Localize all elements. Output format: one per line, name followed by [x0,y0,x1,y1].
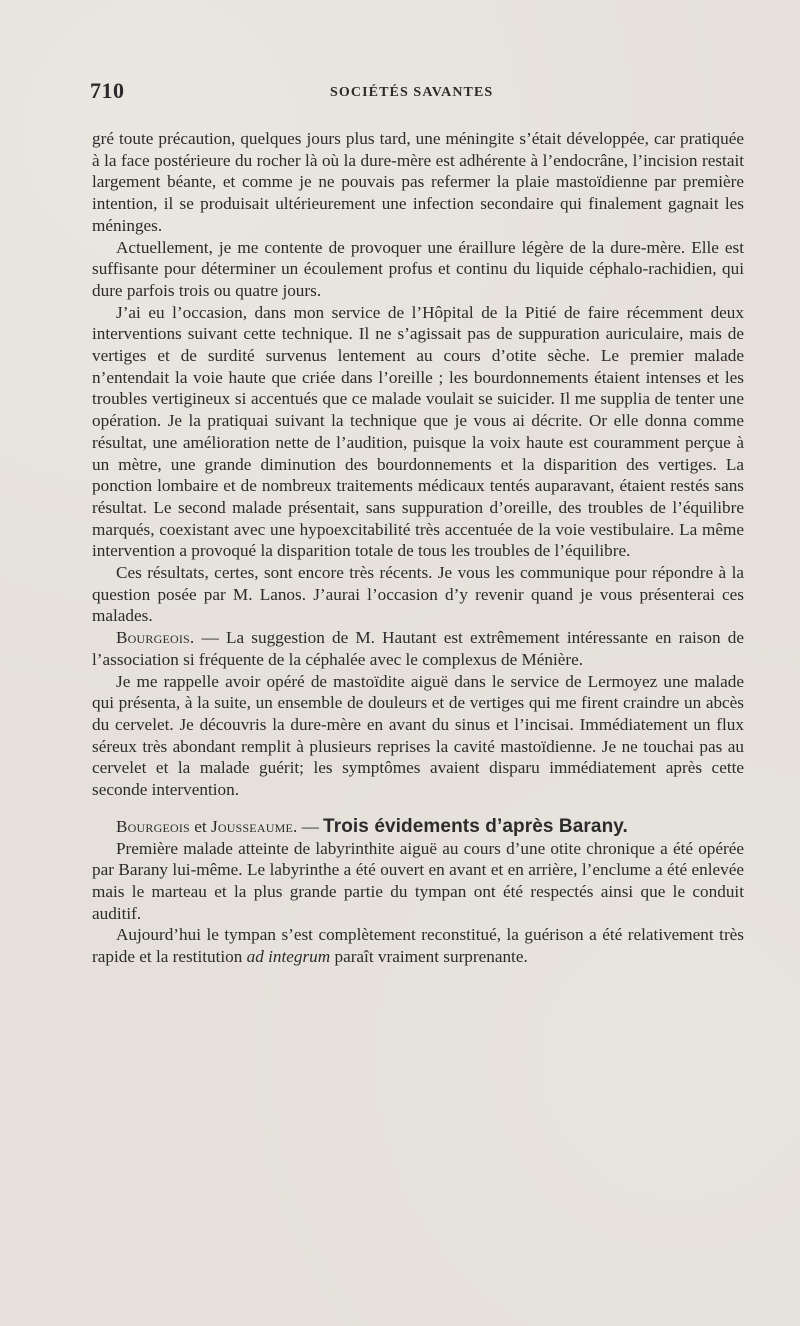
section-author-connector: et [189,816,211,836]
paragraph-4 [92,562,744,627]
main-text [92,128,744,968]
section-paragraph-2-after-italic: paraît vraiment surprenante. [330,947,528,967]
paragraph-1-text: gré toute précaution, quelques jours plus tard, une méningite s’était développée, car pratiquée à la face postérieure du rocher là où la dure-mère est adhérente à l’endocrâne, l’incision restait largement béante, et comme je ne pouvais pas refermer la plaie mastoïdienne par première intention, il se produisait ultérieurement une infection secondaire qui finalement gagnait les méninges. [92,129,744,235]
latin-phrase: ad integrum [246,947,331,967]
section-paragraph-1-text: Première malade atteinte de labyrinthite aiguë au cours d’une otite chronique a été opérée par Barany lui-même. Le labyrinthe a été ouvert en avant et en arrière, l’enclume a été enlevée mais le marteau et la plus grande partie du tympan ont été respectés ainsi que le conduit auditif. [92,838,744,923]
page-number: 710 [90,78,125,103]
paragraph-5-text: — La suggestion de M. Hautant est extrêmement intéressante en raison de l’association si fréquente de la céphalée avec le complexus de Ménière. [92,628,744,669]
section-paragraph-2 [92,924,744,967]
paragraph-2-text: Actuellement, je me contente de provoquer une éraillure légère de la dure-mère. Elle est suffisante pour déterminer un écoulement profus et continu du liquide céphalo-rachidien, qui dure parfois trois ou quatre jours. [92,237,744,300]
paragraph-6-text: Je me rappelle avoir opéré de mastoïdite aiguë dans le service de Lermoyez une malade qui présenta, à la suite, un ensemble de douleurs et de vertiges qui me firent craindre un abcès du cervelet. Je découvris la dure-mère en avant du sinus et l’incisai. Immédiatement un flux séreux très abondant remplit à plusieurs reprises la cavité mastoïdienne. Je ne touchai pas au cervelet et la malade guérit; les symptômes avaient disparu immédiatement après cette seconde intervention. [92,671,744,800]
paragraph-3 [92,302,744,562]
section-heading [92,816,744,838]
paragraph-6 [92,671,744,801]
section-paragraph-2-before-italic: Aujourd’hui le tympan s’est complètement reconstitué, la guérison a été relativement très rapide et la restitution [92,925,744,967]
section-dash: . — [292,816,324,836]
paragraph-5 [92,627,744,670]
paragraph-4-text: Ces résultats, certes, sont encore très récents. Je vous les communique pour répondre à la question posée par M. Lanos. J’aurai l’occasion d’y revenir quand je vous présenterai ces malades. [92,563,744,626]
section-paragraph-1 [92,838,744,925]
speaker-name: Bourgeois. [116,628,195,648]
section-author-1: Bourgeois [116,816,190,836]
page-header [90,78,740,108]
paragraph-2 [92,237,744,302]
running-head: SOCIÉTÉS SAVANTES [330,85,494,100]
paragraph-1 [92,128,744,237]
section-title: Trois évidements d’après Barany. [323,815,628,837]
paragraph-3-text: J’ai eu l’occasion, dans mon service de l’Hôpital de la Pitié de faire récemment deux interventions suivant cette technique. Il ne s’agissait pas de suppuration auriculaire, mais de vertiges et de surdité survenus lentement au cours d’otite sèche. Le premier malade n’entendait la voie haute que criée dans l’oreille ; les bourdonnements étaient intenses et les troubles vertigineux si accentués que ce malade voulait se suicider. Il me supplia de tenter une opération. Je la pratiquai suivant la technique que je vous ai décrite. Or elle donna comme résultat, une amélioration nette de l’audition, puisque la voix haute est couramment perçue à un mètre, une grande diminution des bourdonnements et la disparition des vertiges. La ponction lombaire et de nombreux traitements médicaux tentés auparavant, étaient restés sans résultat. Le second malade présentait, sans suppuration d’oreille, des troubles de l’équilibre marqués, coexistant avec une hypoexcitabilité très accentuée de la voie vestibulaire. La même intervention a provoqué la disparition totale de tous les troubles de l’équilibre. [92,302,744,561]
section-author-2: Jousseaume [210,816,293,836]
